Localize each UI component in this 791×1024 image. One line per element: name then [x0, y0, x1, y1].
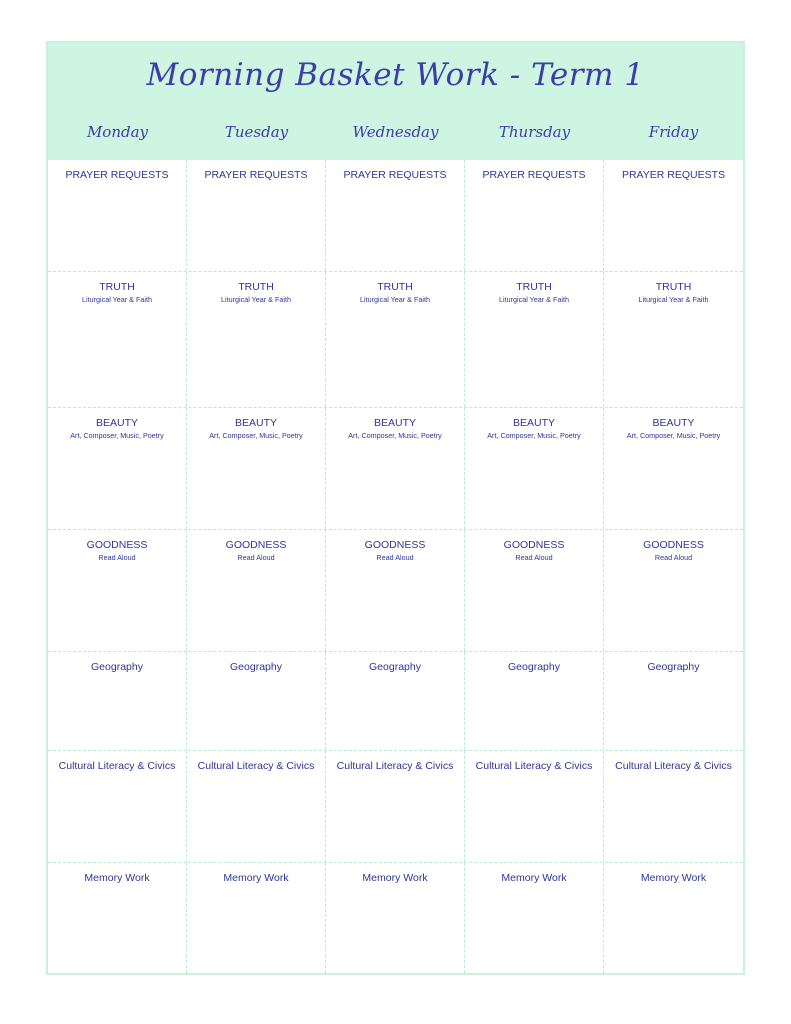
cell-wednesday[interactable] — [326, 408, 465, 529]
section-sublabel: Liturgical Year & Faith — [221, 295, 291, 304]
section-label: PRAYER REQUESTS — [204, 169, 308, 181]
section-sublabel: Art, Composer, Music, Poetry — [70, 431, 164, 440]
section-label: Cultural Literacy & Civics — [58, 760, 176, 772]
section-label: Memory Work — [223, 872, 289, 884]
section-label: GOODNESS — [643, 539, 704, 551]
cell-thursday[interactable] — [465, 863, 604, 973]
cell-thursday[interactable] — [465, 272, 604, 407]
cell-wednesday[interactable] — [326, 272, 465, 407]
cell-thursday[interactable] — [465, 652, 604, 750]
cell-tuesday[interactable] — [187, 160, 326, 271]
cell-thursday[interactable] — [465, 530, 604, 651]
cell-wednesday[interactable] — [326, 863, 465, 973]
grid-row — [48, 863, 743, 973]
day-header-wednesday: Wednesday — [352, 123, 439, 141]
cell-tuesday[interactable] — [187, 652, 326, 750]
cell-thursday[interactable] — [465, 408, 604, 529]
grid-row — [48, 751, 743, 863]
section-sublabel: Read Aloud — [98, 553, 136, 562]
cell-monday[interactable] — [48, 272, 187, 407]
section-sublabel: Liturgical Year & Faith — [82, 295, 152, 304]
section-sublabel: Art, Composer, Music, Poetry — [348, 431, 442, 440]
section-label: TRUTH — [238, 281, 274, 293]
section-label: BEAUTY — [95, 417, 138, 429]
section-label: BEAUTY — [234, 417, 277, 429]
cell-friday[interactable] — [604, 408, 743, 529]
section-label: PRAYER REQUESTS — [343, 169, 447, 181]
grid-row — [48, 160, 743, 272]
grid-row — [48, 408, 743, 530]
planner-sheet — [46, 41, 745, 975]
section-label: GOODNESS — [86, 539, 148, 551]
day-header-thursday: Thursday — [498, 123, 571, 141]
cell-wednesday[interactable] — [326, 652, 465, 750]
section-sublabel: Read Aloud — [376, 553, 414, 562]
section-label: Cultural Literacy & Civics — [197, 760, 315, 772]
cell-wednesday[interactable] — [326, 530, 465, 651]
planner-header — [48, 43, 743, 160]
section-label: GOODNESS — [503, 539, 565, 551]
section-label: BEAUTY — [512, 417, 555, 429]
cell-friday[interactable] — [604, 160, 743, 271]
section-label: Memory Work — [84, 872, 150, 884]
section-sublabel: Read Aloud — [237, 553, 275, 562]
grid-row — [48, 652, 743, 751]
cell-tuesday[interactable] — [187, 408, 326, 529]
section-label: BEAUTY — [373, 417, 416, 429]
section-label: PRAYER REQUESTS — [621, 169, 726, 181]
cell-monday[interactable] — [48, 863, 187, 973]
cell-monday[interactable] — [48, 530, 187, 651]
planner-grid — [48, 160, 743, 973]
section-label: Geography — [230, 661, 282, 673]
section-label: BEAUTY — [652, 417, 695, 429]
grid-row — [48, 272, 743, 408]
page-title: Morning Basket Work - Term 1 — [146, 57, 645, 93]
section-label: TRUTH — [655, 281, 692, 293]
section-sublabel: Liturgical Year & Faith — [360, 295, 430, 304]
cell-monday[interactable] — [48, 160, 187, 271]
section-label: Geography — [369, 661, 421, 673]
section-label: Cultural Literacy & Civics — [475, 760, 593, 772]
section-label: Geography — [508, 661, 560, 673]
section-label: GOODNESS — [364, 539, 426, 551]
cell-thursday[interactable] — [465, 160, 604, 271]
day-headers — [48, 123, 743, 149]
cell-friday[interactable] — [604, 863, 743, 973]
day-header-friday: Friday — [648, 123, 699, 141]
cell-monday[interactable] — [48, 652, 187, 750]
section-sublabel: Art, Composer, Music, Poetry — [626, 431, 721, 440]
section-label: Memory Work — [640, 872, 707, 884]
section-label: PRAYER REQUESTS — [482, 169, 586, 181]
cell-thursday[interactable] — [465, 751, 604, 862]
cell-tuesday[interactable] — [187, 751, 326, 862]
section-label: Memory Work — [362, 872, 428, 884]
section-label: Cultural Literacy & Civics — [336, 760, 454, 772]
section-sublabel: Liturgical Year & Faith — [499, 295, 569, 304]
section-label: Geography — [647, 661, 700, 673]
cell-wednesday[interactable] — [326, 751, 465, 862]
section-sublabel: Read Aloud — [654, 553, 693, 562]
cell-tuesday[interactable] — [187, 272, 326, 407]
section-label: PRAYER REQUESTS — [65, 169, 169, 181]
section-label: TRUTH — [377, 281, 413, 293]
section-label: Cultural Literacy & Civics — [615, 760, 732, 772]
cell-tuesday[interactable] — [187, 863, 326, 973]
section-label: GOODNESS — [225, 539, 287, 551]
cell-wednesday[interactable] — [326, 160, 465, 271]
section-sublabel: Liturgical Year & Faith — [638, 295, 709, 304]
section-sublabel: Art, Composer, Music, Poetry — [487, 431, 581, 440]
section-label: TRUTH — [516, 281, 552, 293]
section-sublabel: Read Aloud — [515, 553, 553, 562]
day-header-tuesday: Tuesday — [224, 123, 289, 141]
day-header-monday: Monday — [86, 123, 149, 141]
section-label: Memory Work — [501, 872, 567, 884]
cell-friday[interactable] — [604, 751, 743, 862]
cell-tuesday[interactable] — [187, 530, 326, 651]
cell-friday[interactable] — [604, 272, 743, 407]
cell-monday[interactable] — [48, 751, 187, 862]
cell-friday[interactable] — [604, 652, 743, 750]
section-sublabel: Art, Composer, Music, Poetry — [209, 431, 303, 440]
cell-monday[interactable] — [48, 408, 187, 529]
grid-row — [48, 530, 743, 652]
cell-friday[interactable] — [604, 530, 743, 651]
section-label: TRUTH — [99, 281, 135, 293]
section-label: Geography — [91, 661, 143, 673]
